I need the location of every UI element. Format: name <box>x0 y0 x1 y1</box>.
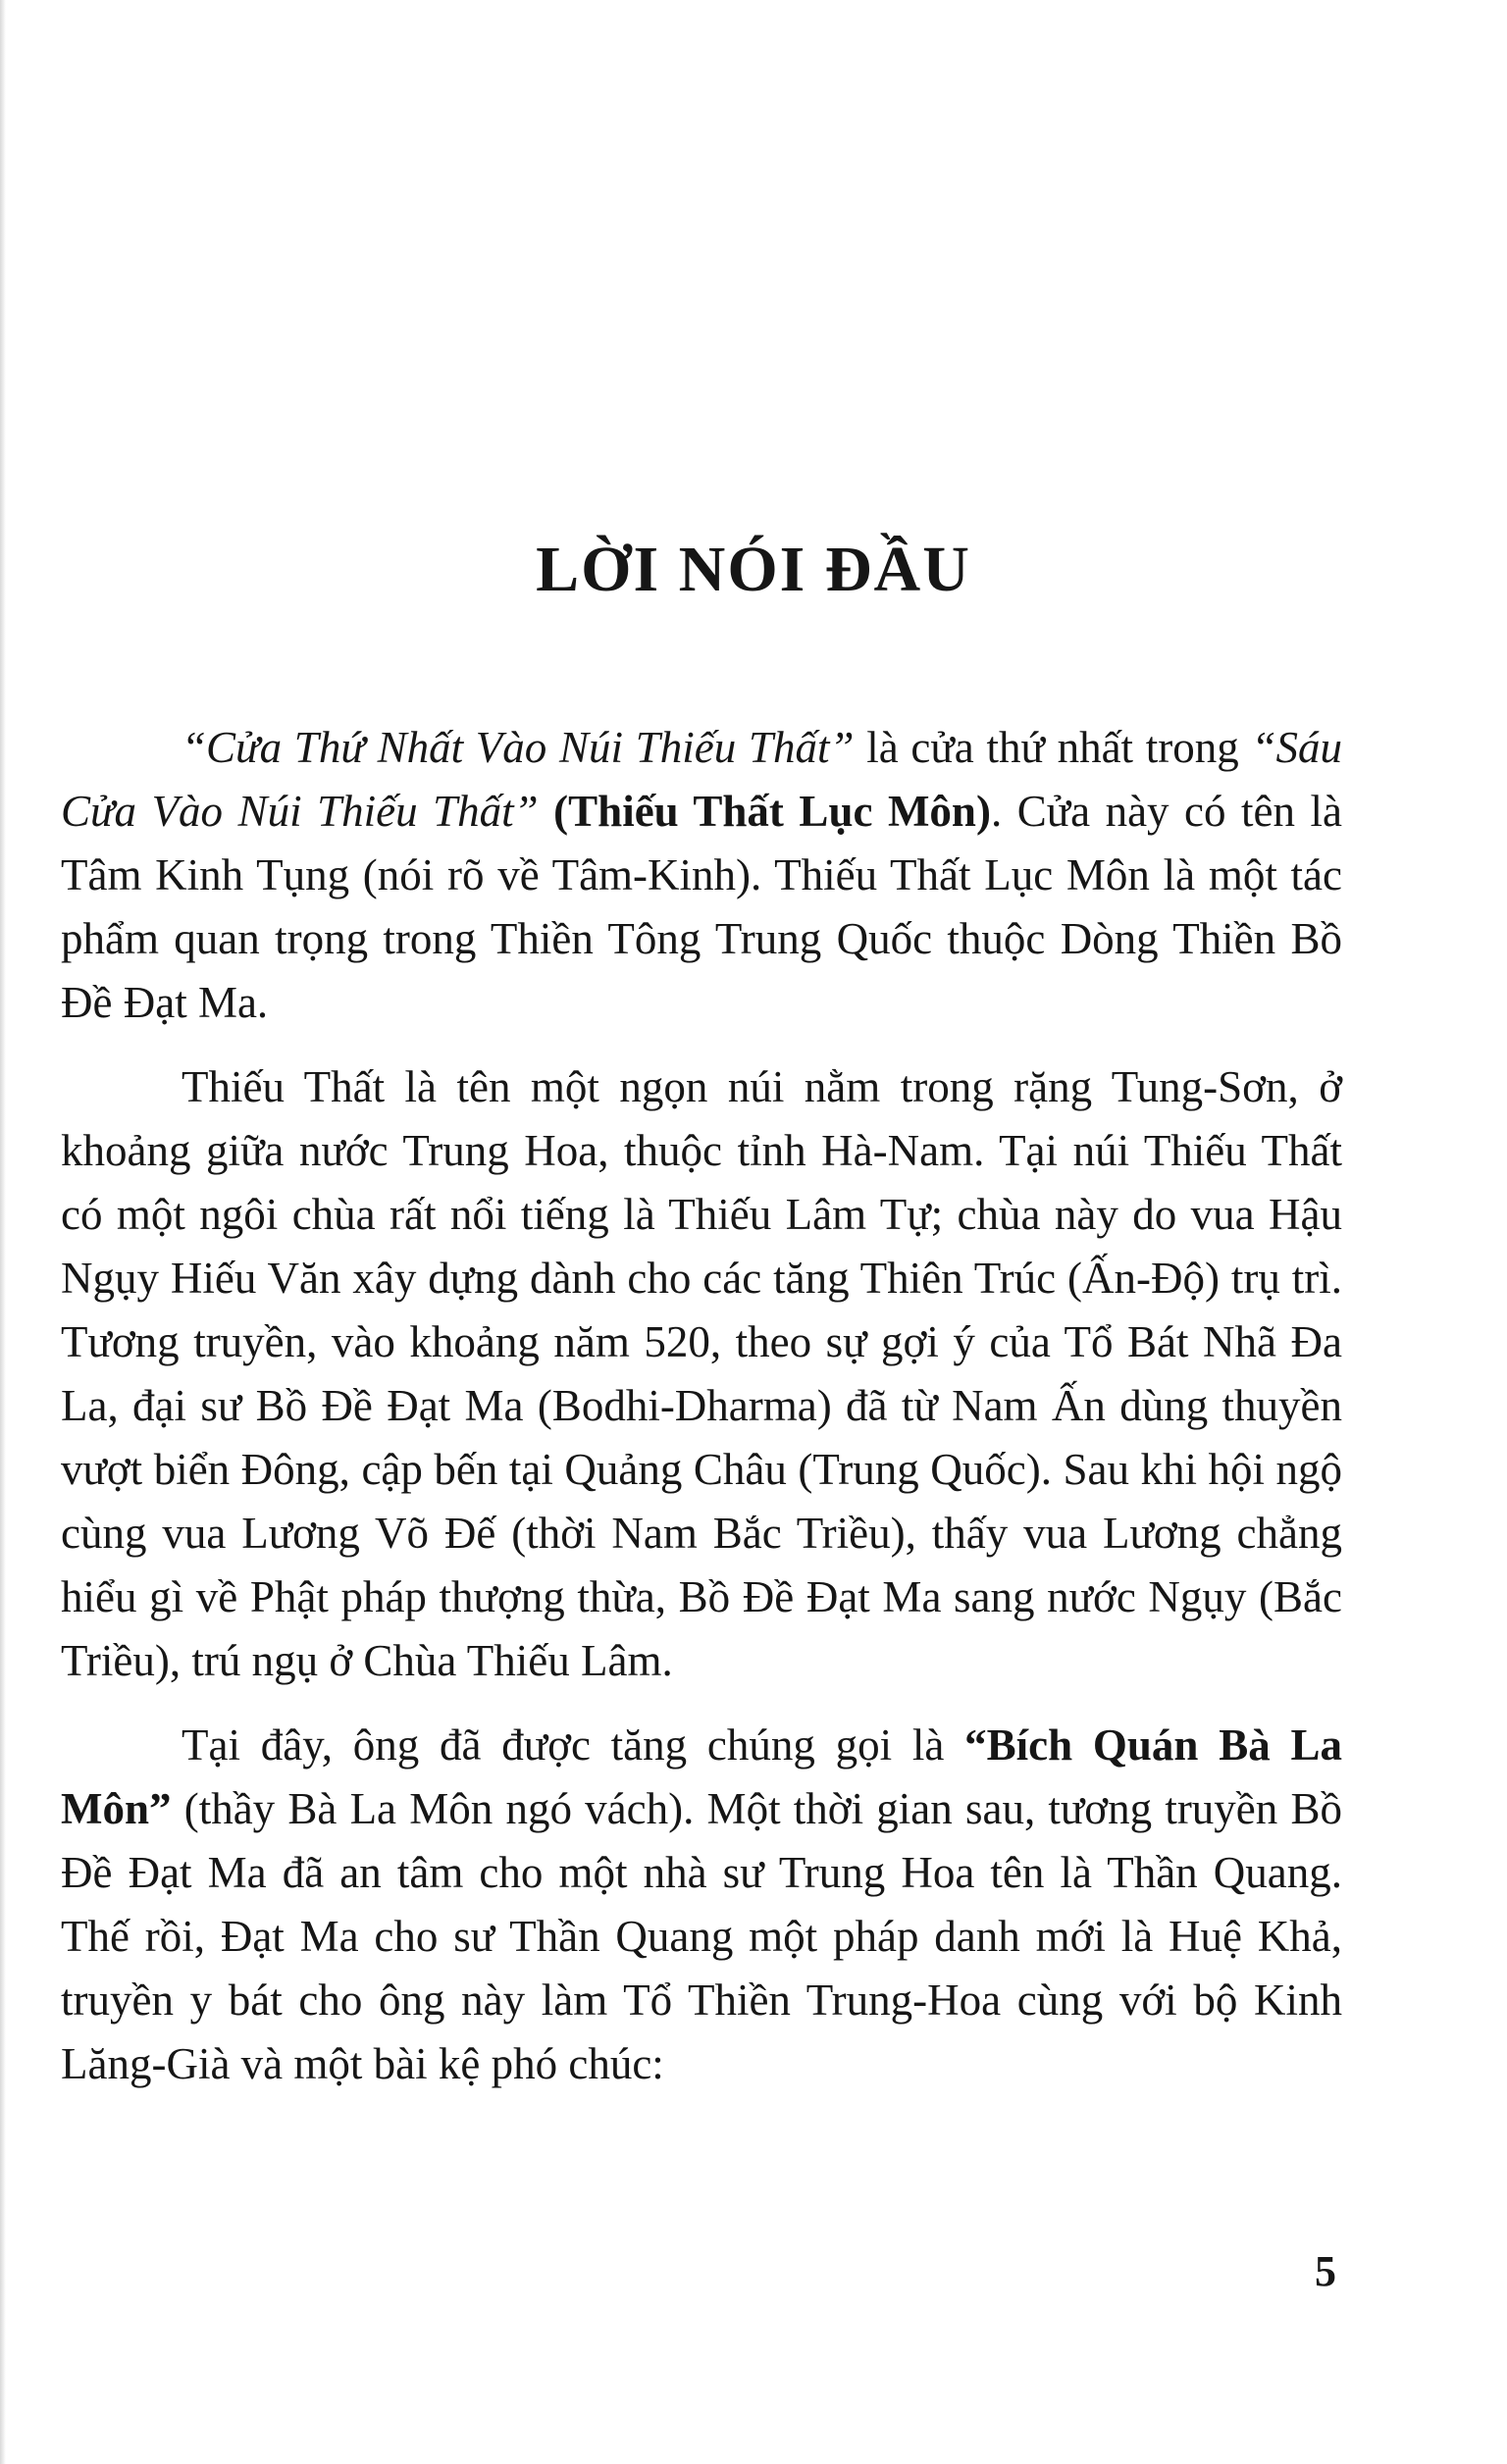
text-run: là cửa thứ nhất trong <box>854 723 1252 772</box>
text-run: . Cửa này có tên là Tâm Kinh Tụng (nói rõ về Tâm-Kinh). Thiếu Thất Lục Môn là một tác phẩm quan trọng trong Thiền Tông Trung Quốc thuộc Dòng Thiền Bồ Đề Đạt Ma. <box>61 787 1342 1027</box>
page-edge-shadow <box>0 0 6 2464</box>
text-run: (Thiếu Thất Lục Môn) <box>553 787 991 836</box>
paragraph-3 <box>61 1714 1342 2096</box>
text-run <box>539 787 554 836</box>
body-text <box>61 716 1342 2117</box>
paragraph-1 <box>61 716 1342 1035</box>
text-run: (thầy Bà La Môn ngó vách). Một thời gian sau, tương truyền Bồ Đề Đạt Ma đã an tâm cho một nhà sư Trung Hoa tên là Thần Quang. Thế rồi, Đạt Ma cho sư Thần Quang một pháp danh mới là Huệ Khả, truyền y bát cho ông này làm Tổ Thiền Trung-Hoa cùng với bộ Kinh Lăng-Già và một bài kệ phó chúc: <box>61 1784 1342 2088</box>
text-run: “Sáu Cửa Vào Núi Thiếu Thất” <box>61 723 1342 836</box>
text-run: “Bích Quán Bà La Môn” <box>61 1720 1342 1833</box>
page-number: 5 <box>1315 2247 1336 2295</box>
paragraph-2 <box>61 1055 1342 1693</box>
text-run: Tại đây, ông đã được tăng chúng gọi là <box>182 1720 965 1770</box>
text-run: “Cửa Thứ Nhất Vào Núi Thiếu Thất” <box>182 723 855 772</box>
page-title: LỜI NÓI ĐẦU <box>536 534 971 605</box>
text-run: Thiếu Thất là tên một ngọn núi nằm trong rặng Tung-Sơn, ở khoảng giữa nước Trung Hoa, thuộc tỉnh Hà-Nam. Tại núi Thiếu Thất có một ngôi chùa rất nổi tiếng là Thiếu Lâm Tự; chùa này do vua Hậu Ngụy Hiếu Văn xây dựng dành cho các tăng Thiên Trúc (Ấn-Độ) trụ trì. Tương truyền, vào khoảng năm 520, theo sự gợi ý của Tổ Bát Nhã Đa La, đại sư Bồ Đề Đạt Ma (Bodhi-Dharma) đã từ Nam Ấn dùng thuyền vượt biển Đông, cập bến tại Quảng Châu (Trung Quốc). Sau khi hội ngộ cùng vua Lương Võ Đế (thời Nam Bắc Triều), thấy vua Lương chẳng hiểu gì về Phật pháp thượng thừa, Bồ Đề Đạt Ma sang nước Ngụy (Bắc Triều), trú ngụ ở Chùa Thiếu Lâm. <box>61 1062 1342 1685</box>
